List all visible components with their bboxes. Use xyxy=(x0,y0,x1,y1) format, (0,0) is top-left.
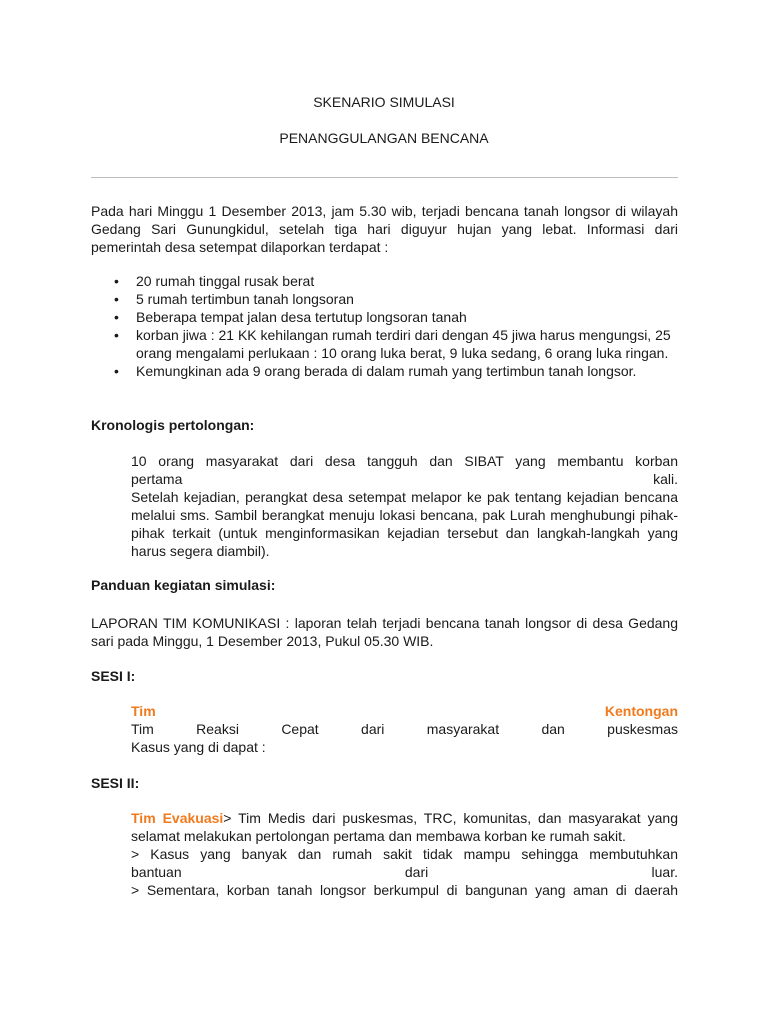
sementara-line: > Sementara, korban tanah longsor berkumpul di bangunan yang aman di daerah xyxy=(131,882,678,898)
intro-paragraph: Pada hari Minggu 1 Desember 2013, jam 5.30 wib, terjadi bencana tanah longsor di wilayah Gedang Sari Gunungkidul, setelah tiga hari diguyur hujan yang lebat. Informasi dari pemerintah desa setempat dilaporkan terdapat : xyxy=(91,203,678,255)
reaksi-line: Tim Reaksi Cepat dari masyarakat dan puskesmas xyxy=(131,721,678,737)
title-divider xyxy=(91,177,678,178)
kasus-line: Kasus yang di dapat : xyxy=(131,739,266,755)
list-item: • Kemungkinan ada 9 orang berada di dalam rumah yang tertimbun tanah longsor. xyxy=(91,362,678,380)
kronologis-heading: Kronologis pertolongan: xyxy=(91,417,255,433)
document-subtitle: PENANGGULANGAN BENCANA xyxy=(279,130,489,146)
kasus-line: > Kasus yang banyak dan rumah sakit tidak mampu sehingga membutuhkan xyxy=(131,846,678,862)
sesi1-team-line xyxy=(131,702,678,720)
document-title: SKENARIO SIMULASI xyxy=(313,94,455,110)
sesi1-heading: SESI I: xyxy=(91,668,136,684)
kronologis-paragraph: Setelah kejadian, perangkat desa setempat melapor ke pak tentang kejadian bencana melalui sms. Sambil berangkat menuju lokasi bencana, pak Lurah menghubungi pihak-pihak terkait (untuk menginformasikan kejadian tersebut dan langkah-langkah yang harus segera diambil). xyxy=(131,489,678,559)
kronologis-section xyxy=(131,452,678,560)
laporan-paragraph: LAPORAN TIM KOMUNIKASI : laporan telah terjadi bencana tanah longsor di desa Gedang sari pada Minggu, 1 Desember 2013, Pukul 05.30 WIB. xyxy=(91,615,678,649)
sesi1-section xyxy=(131,702,678,756)
kronologis-line xyxy=(131,470,678,488)
list-item: • 5 rumah tertimbun tanah longsoran xyxy=(91,290,678,308)
list-item: • 20 rumah tinggal rusak berat xyxy=(91,272,678,290)
evakuasi-label: Tim Evakuasi xyxy=(131,810,224,826)
kronologis-word: kali. xyxy=(653,471,678,487)
evakuasi-text: > Tim Medis dari puskesmas, TRC, komunitas, dan masyarakat yang selamat melakukan pertolongan pertama dan membawa korban ke rumah sakit. xyxy=(131,810,678,844)
sesi2-heading: SESI II: xyxy=(91,775,140,791)
damage-list xyxy=(91,272,678,380)
list-item: • Beberapa tempat jalan desa tertutup longsoran tanah xyxy=(91,308,678,326)
kentongan-label: Kentongan xyxy=(604,703,678,719)
kronologis-line: 10 orang masyarakat dari desa tangguh dan SIBAT yang membantu korban xyxy=(131,453,678,469)
evakuasi-paragraph xyxy=(131,809,678,845)
sesi2-section xyxy=(131,809,678,899)
list-item: • korban jiwa : 21 KK kehilangan rumah terdiri dari dengan 45 jiwa harus mengungsi, 25 orang mengalami perlukaan : 10 orang luka berat, 9 luka sedang, 6 orang luka ringan. xyxy=(91,326,678,362)
panduan-heading: Panduan kegiatan simulasi: xyxy=(91,577,276,593)
kronologis-word: pertama xyxy=(131,471,183,487)
bantuan-line: bantuan dari luar. xyxy=(131,864,678,880)
tim-label: Tim xyxy=(131,703,156,719)
